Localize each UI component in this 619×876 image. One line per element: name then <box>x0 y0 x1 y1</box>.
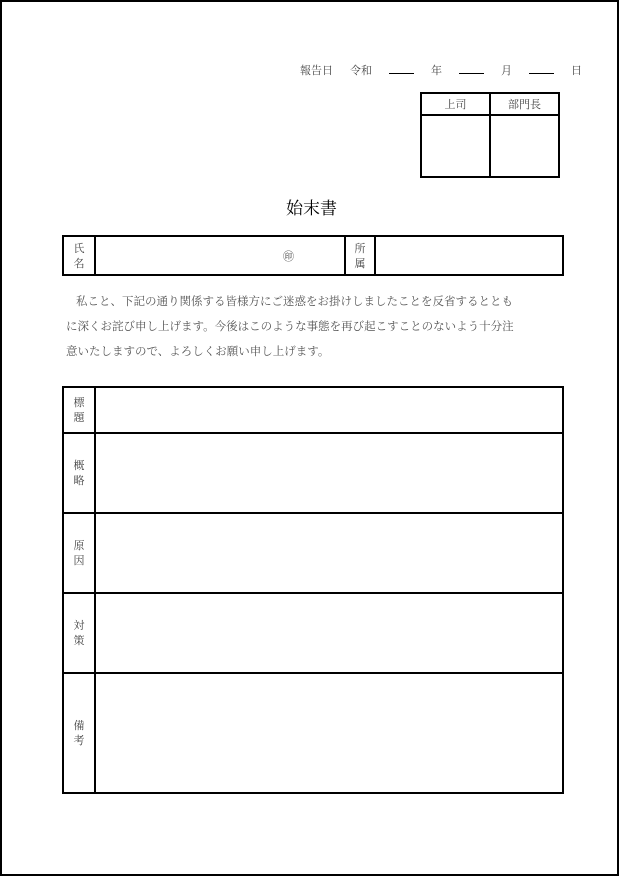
summary-label-char-1: 概 <box>73 459 85 472</box>
subject-label-char-2: 題 <box>73 411 85 424</box>
summary-field[interactable] <box>95 433 563 513</box>
report-date-label: 報告日 <box>300 64 333 77</box>
day-label: 日 <box>571 64 582 77</box>
year-label: 年 <box>431 64 442 77</box>
report-date-line <box>300 62 582 78</box>
statement-line-3: 意いたしますので、よろしくお願い申し上げます。 <box>66 344 330 358</box>
seal-mark: ㊞ <box>283 249 294 263</box>
document-title: 始末書 <box>286 199 337 219</box>
day-blank[interactable] <box>529 63 554 74</box>
subject-label <box>63 387 95 433</box>
department-label-char-2: 属 <box>354 256 366 270</box>
incident-details-table <box>62 386 564 794</box>
name-field[interactable] <box>95 236 345 275</box>
subject-field[interactable] <box>95 387 563 433</box>
statement-line-2: に深くお詫び申し上げます。今後はこのような事態を再び起こすことのないよう十分注 <box>66 319 514 333</box>
notes-label-char-2: 考 <box>73 734 85 747</box>
cause-label-char-1: 原 <box>73 539 85 552</box>
apology-statement <box>66 289 566 364</box>
name-label-char-1: 氏 <box>73 241 85 255</box>
summary-label-char-2: 略 <box>73 474 85 487</box>
notes-field[interactable] <box>95 673 563 793</box>
summary-label <box>63 433 95 513</box>
month-label: 月 <box>501 64 512 77</box>
cause-label <box>63 513 95 593</box>
department-field[interactable] <box>375 236 563 275</box>
cause-field[interactable] <box>95 513 563 593</box>
department-head-header: 部門長 <box>490 93 559 115</box>
year-blank[interactable] <box>389 63 414 74</box>
department-label <box>345 236 375 275</box>
statement-line-1: 私こと、下記の通り関係する皆様方にご迷惑をお掛けしましたことを反省するととも <box>76 294 513 308</box>
subject-label-char-1: 標 <box>73 396 85 409</box>
cause-label-char-2: 因 <box>73 554 85 567</box>
notes-label <box>63 673 95 793</box>
measure-label-char-1: 対 <box>73 619 85 632</box>
measure-label-char-2: 策 <box>73 634 85 647</box>
notes-label-char-1: 備 <box>73 719 85 732</box>
month-blank[interactable] <box>459 63 484 74</box>
era-label: 令和 <box>350 64 372 77</box>
department-label-char-1: 所 <box>354 241 366 255</box>
name-department-table <box>62 235 564 276</box>
name-label <box>63 236 95 275</box>
department-head-stamp-box[interactable] <box>490 115 559 177</box>
superior-stamp-box[interactable] <box>421 115 490 177</box>
approval-stamp-table <box>420 92 560 178</box>
superior-header: 上司 <box>421 93 490 115</box>
measure-field[interactable] <box>95 593 563 673</box>
name-label-char-2: 名 <box>73 256 85 270</box>
measure-label <box>63 593 95 673</box>
